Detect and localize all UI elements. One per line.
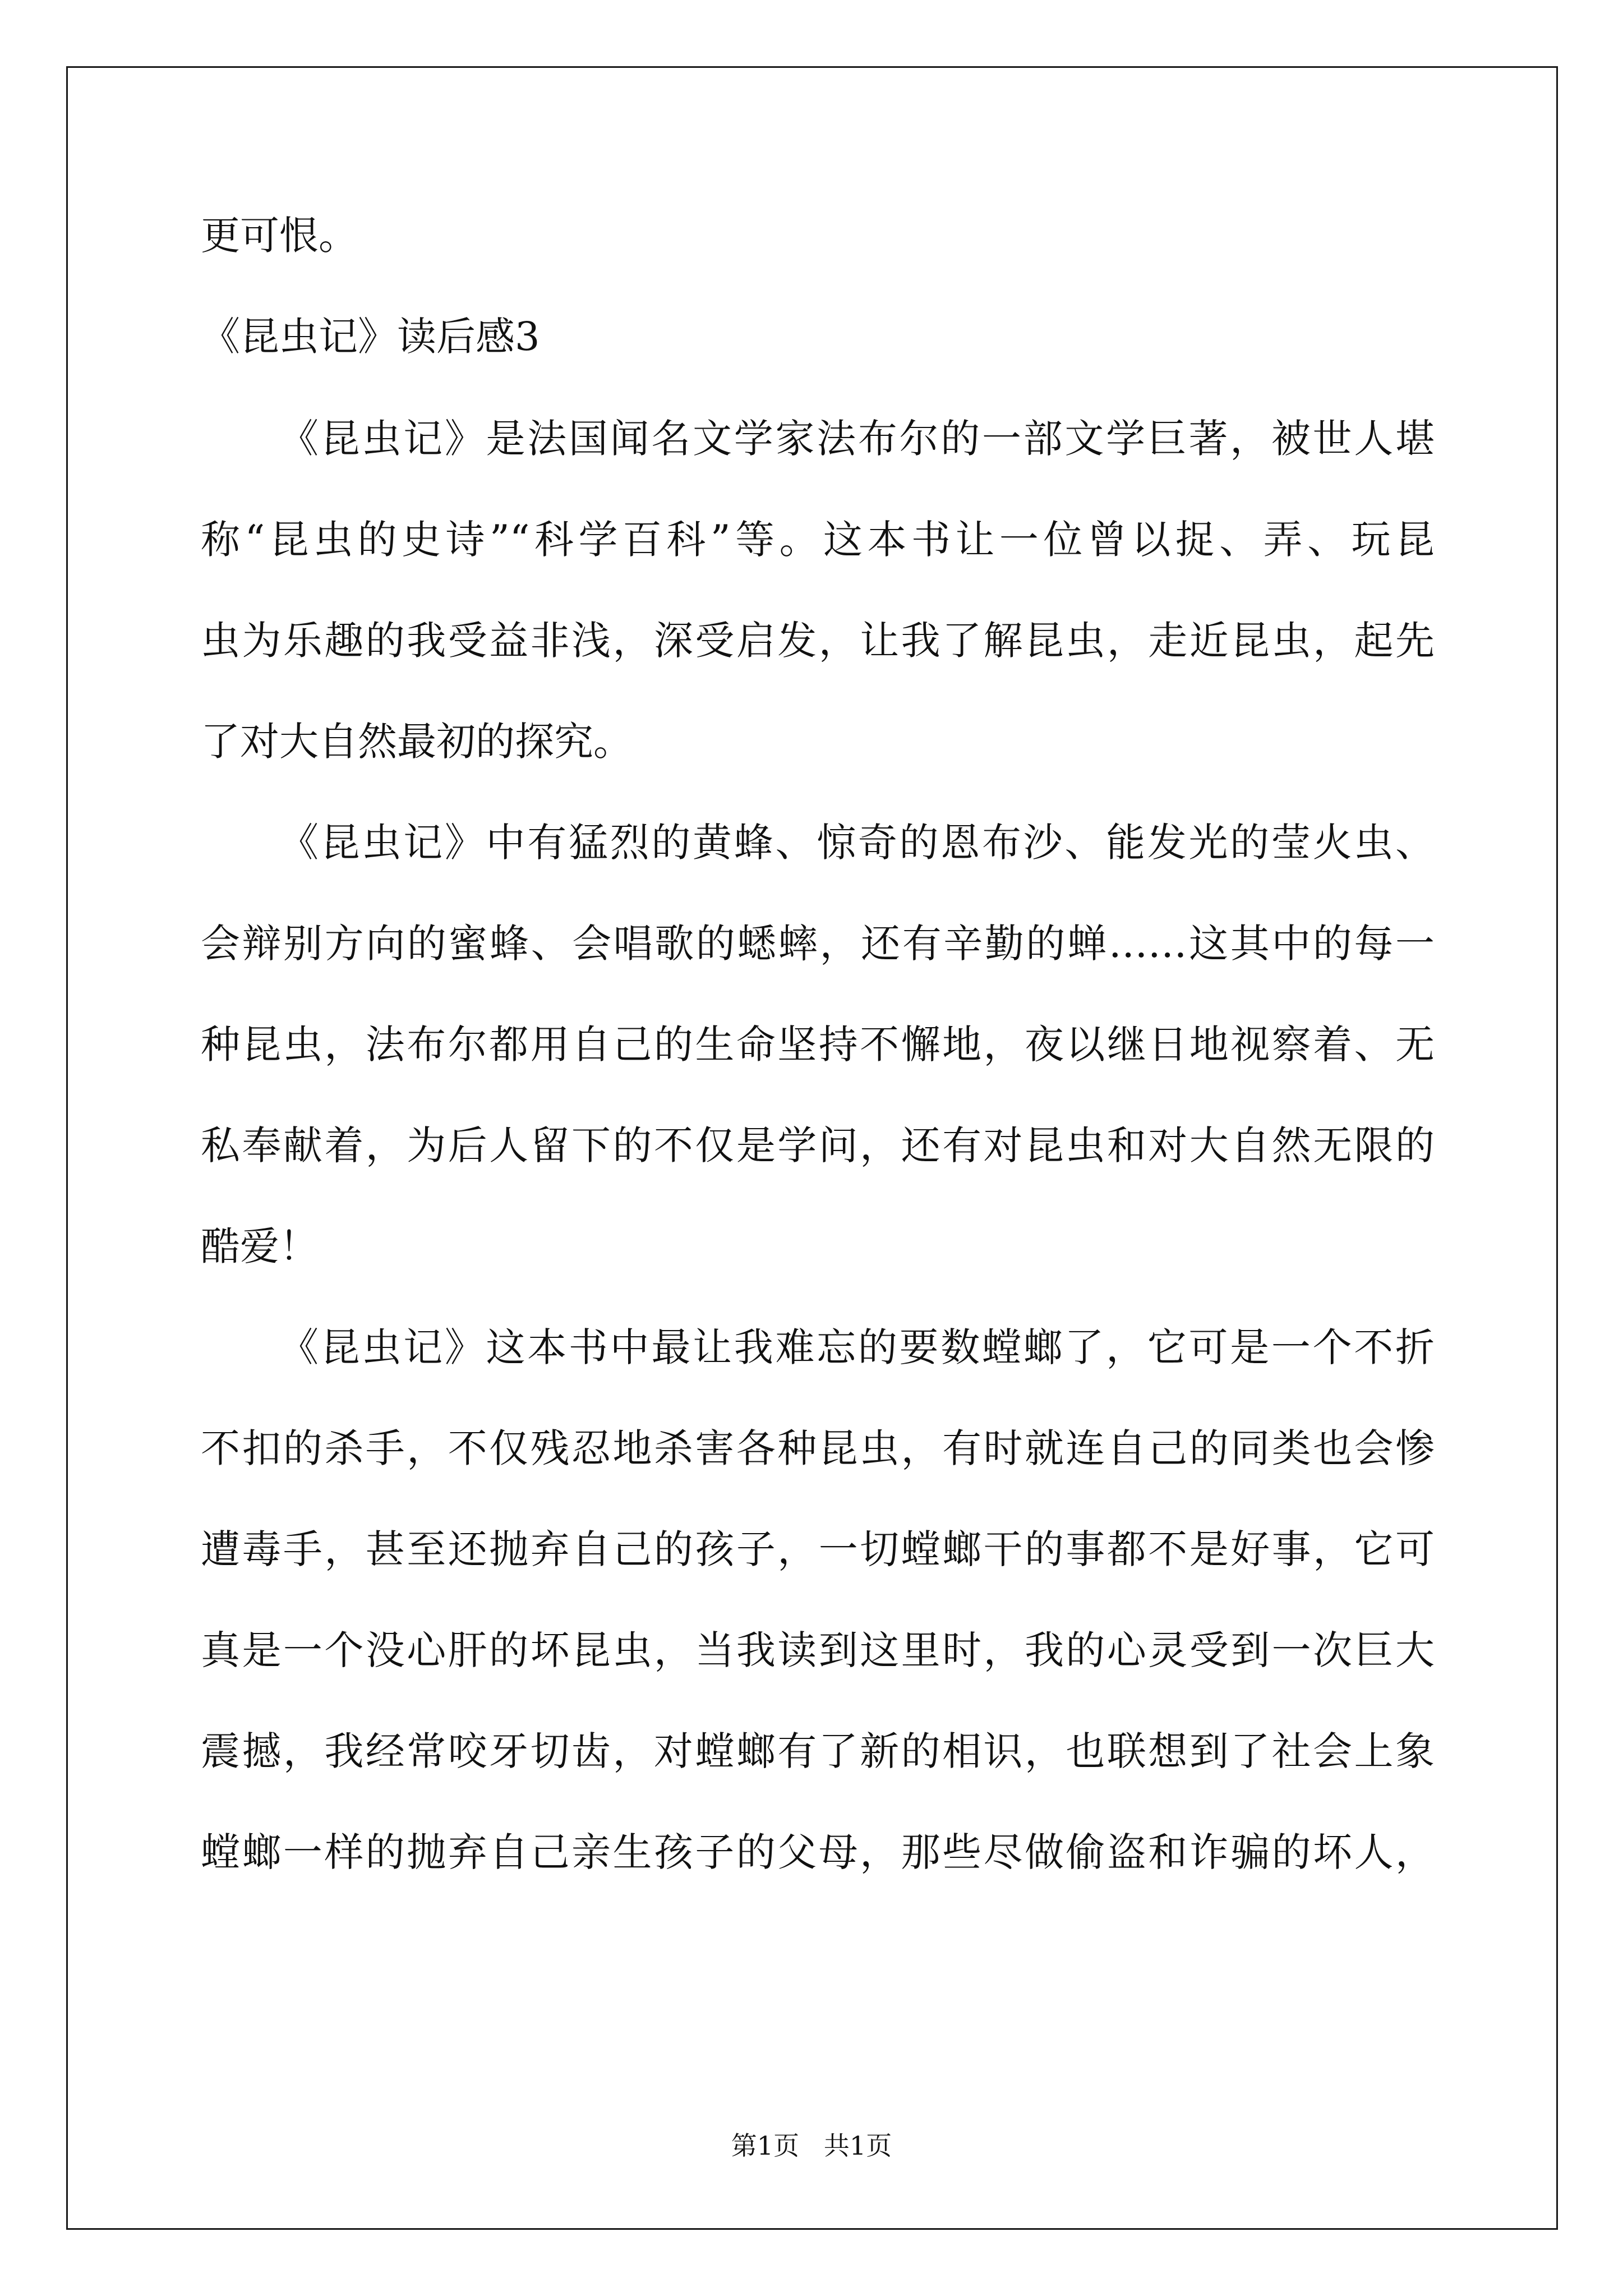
paragraph-line: 遭毒手，甚至还抛弃自己的孩子，一切螳螂干的事都不是好事，它可 — [201, 1526, 1435, 1572]
paragraph-line: 真是一个没心肝的坏昆虫，当我读到这里时，我的心灵受到一次巨大 — [201, 1627, 1435, 1673]
paragraph-line: 螳螂一样的抛弃自己亲生孩子的父母，那些尽做偷盗和诈骗的坏人， — [201, 1829, 1435, 1875]
paragraph-line: 震撼，我经常咬牙切齿，对螳螂有了新的相识，也联想到了社会上象 — [201, 1728, 1435, 1774]
text-line: 更可恨。 — [201, 213, 358, 259]
paragraph-line: 《昆虫记》中有猛烈的黄蜂、惊奇的恩布沙、能发光的莹火虫、 — [279, 820, 1435, 866]
paragraph-line: 私奉献着，为后人留下的不仅是学问，还有对昆虫和对大自然无限的 — [201, 1122, 1435, 1168]
paragraph-line: 虫为乐趣的我受益非浅，深受启发，让我了解昆虫，走近昆虫，起先 — [201, 618, 1435, 664]
paragraph-line: 会辩别方向的蜜蜂、会唱歌的蟋蟀，还有辛勤的蝉……这其中的每一 — [201, 921, 1435, 967]
paragraph-line: 《昆虫记》这本书中最让我难忘的要数螳螂了，它可是一个不折 — [279, 1324, 1435, 1370]
paragraph-line: 酷爱！ — [201, 1223, 319, 1269]
paragraph-line: 了对大自然最初的探究。 — [201, 719, 633, 765]
section-heading: 《昆虫记》读后感3 — [201, 314, 540, 360]
paragraph-line: 不扣的杀手，不仅残忍地杀害各种昆虫，有时就连自己的同类也会惨 — [201, 1425, 1435, 1471]
page-footer: 第1页 共1页 — [731, 2131, 892, 2161]
paragraph-line: 种昆虫，法布尔都用自己的生命坚持不懈地，夜以继日地视察着、无 — [201, 1022, 1435, 1068]
paragraph-line: 称“昆虫的史诗”“科学百科”等。这本书让一位曾以捉、弄、玩昆 — [201, 517, 1435, 563]
paragraph-line: 《昆虫记》是法国闻名文学家法布尔的一部文学巨著，被世人堪 — [279, 416, 1435, 462]
